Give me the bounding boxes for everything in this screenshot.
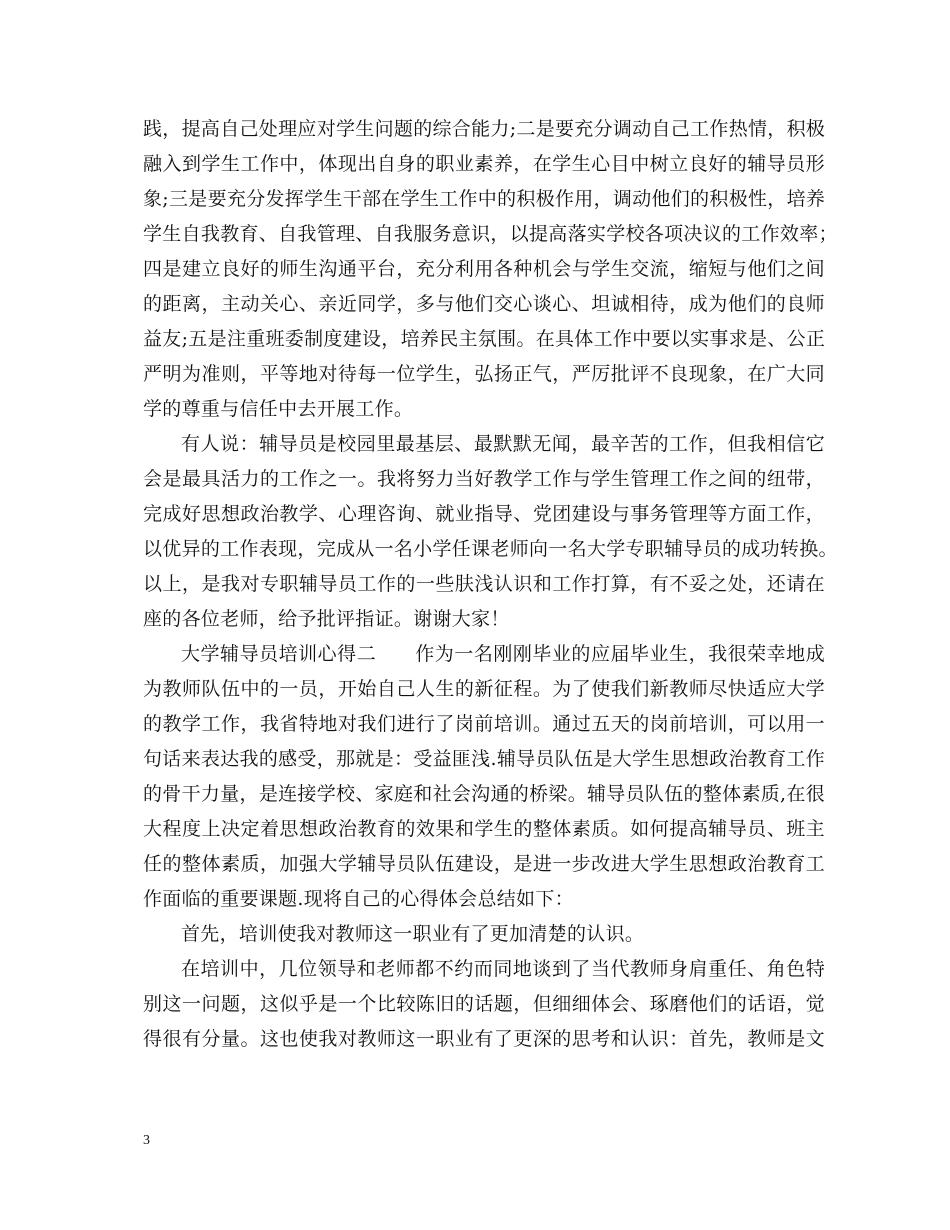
text-line: 得很有分量。这也使我对教师这一职业有了更深的思考和认识：首先，教师是文 xyxy=(143,1028,825,1050)
text-line: 大程度上决定着思想政治教育的效果和学生的整体素质。如何提高辅导员、班主 xyxy=(143,818,825,840)
text-line: 有人说：辅导员是校园里最基层、最默默无闻，最辛苦的工作，但我相信它 xyxy=(181,433,825,455)
document-body xyxy=(143,112,838,1057)
text-line: 严明为准则，平等地对待每一位学生，弘扬正气，严厉批评不良现象，在广大同 xyxy=(143,363,825,385)
text-line: 学生自我教育、自我管理、自我服务意识，以提高落实学校各项决议的工作效率； xyxy=(143,223,838,245)
text-line: 的骨干力量，是连接学校、家庭和社会沟通的桥梁。辅导员队伍的整体素质,在很 xyxy=(143,783,825,805)
text-line: 益友;五是注重班委制度建设，培养民主氛围。在具体工作中要以实事求是、公正 xyxy=(143,328,826,350)
text-line: 四是建立良好的师生沟通平台，充分利用各种机会与学生交流，缩短与他们之间 xyxy=(143,258,825,280)
text-line: 句话来表达我的感受，那就是：受益匪浅.辅导员队伍是大学生思想政治教育工作 xyxy=(143,748,825,770)
text-line: 象;三是要充分发挥学生干部在学生工作中的积极作用，调动他们的积极性，培养 xyxy=(143,188,826,210)
text-line: 以上，是我对专职辅导员工作的一些肤浅认识和工作打算，有不妥之处，还请在 xyxy=(143,573,825,595)
text-line: 别这一问题，这似乎是一个比较陈旧的话题，但细细体会、琢磨他们的话语，觉 xyxy=(143,993,825,1015)
text-line: 的教学工作，我省特地对我们进行了岗前培训。通过五天的岗前培训，可以用一 xyxy=(143,713,825,735)
text-line: 践，提高自己处理应对学生问题的综合能力;二是要充分调动自己工作热情，积极 xyxy=(143,118,826,140)
text-line: 为教师队伍中的一员，开始自己人生的新征程。为了使我们新教师尽快适应大学 xyxy=(143,678,825,700)
text-line: 在培训中，几位领导和老师都不约而同地谈到了当代教师身肩重任、角色特 xyxy=(181,958,825,980)
text-line: 会是最具活力的工作之一。我将努力当好教学工作与学生管理工作之间的纽带， xyxy=(143,468,825,490)
page-number: 3 xyxy=(143,1133,150,1148)
text-line: 大学辅导员培训心得二 作为一名刚刚毕业的应届毕业生，我很荣幸地成 xyxy=(181,643,825,665)
text-line: 融入到学生工作中，体现出自身的职业素养，在学生心目中树立良好的辅导员形 xyxy=(143,153,825,175)
text-line: 首先，培训使我对教师这一职业有了更加清楚的认识。 xyxy=(181,923,645,945)
text-line: 作面临的重要课题.现将自己的心得体会总结如下： xyxy=(143,888,574,910)
text-line: 以优异的工作表现，完成从一名小学任课老师向一名大学专职辅导员的成功转换。 xyxy=(143,538,838,560)
text-line: 完成好思想政治教学、心理咨询、就业指导、党团建设与事务管理等方面工作， xyxy=(143,503,825,525)
text-line: 的距离，主动关心、亲近同学，多与他们交心谈心、坦诚相待，成为他们的良师 xyxy=(143,293,825,315)
text-line: 学的尊重与信任中去开展工作。 xyxy=(143,398,414,420)
text-line: 任的整体素质，加强大学辅导员队伍建设，是进一步改进大学生思想政治教育工 xyxy=(143,853,825,875)
text-line: 座的各位老师，给予批评指证。谢谢大家！ xyxy=(143,608,510,630)
